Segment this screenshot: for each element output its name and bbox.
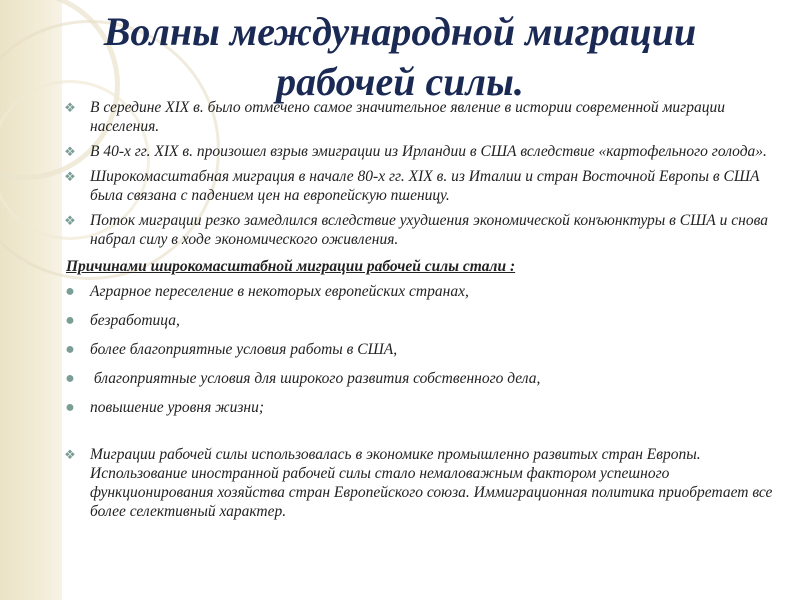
reason-text: повышение уровня жизни;: [90, 399, 264, 416]
dot-bullet-icon: ●: [65, 341, 75, 358]
slide-title-line-1: Волны международной миграции: [103, 9, 697, 54]
reason-item: [60, 398, 790, 417]
reason-text: благоприятные условия для широкого развития собственного дела,: [90, 370, 541, 387]
diamond-bullet-icon: ❖: [64, 144, 76, 159]
diamond-bullet-icon: ❖: [64, 213, 76, 228]
bullet-text: В 40-х гг. XIX в. произошел взрыв эмиграции из Ирландии в США вследствие «картофельного голода».: [90, 143, 767, 160]
bullet-item: [60, 142, 790, 161]
reason-item: [60, 311, 790, 330]
reasons-heading: Причинами широкомасштабной миграции рабочей силы стали :: [66, 258, 516, 275]
dot-bullet-icon: ●: [65, 399, 75, 416]
bullet-text: В середине XIX в. было отмечено самое значительное явление в истории современной миграции населения.: [90, 99, 725, 135]
reason-text: безработица,: [90, 312, 180, 329]
bullet-item: [60, 445, 790, 521]
reason-text: более благоприятные условия работы в США,: [90, 341, 398, 358]
bullet-item: [60, 98, 790, 136]
slide-title-line-2: рабочей силы.: [276, 59, 524, 104]
reason-text: Аграрное переселение в некоторых европейских странах,: [90, 283, 469, 300]
diamond-bullet-icon: ❖: [64, 447, 76, 462]
reason-item: [60, 282, 790, 301]
diamond-bullet-icon: ❖: [64, 100, 76, 115]
bullet-text: Широкомасштабная миграция в начале 80-х гг. XIX в. из Италии и стран Восточной Европы в США была связана с падением цен на европейскую пшеницу.: [90, 168, 760, 204]
dot-bullet-icon: ●: [65, 283, 75, 300]
dot-bullet-icon: ●: [65, 312, 75, 329]
bullet-item: [60, 167, 790, 205]
reason-item: [60, 369, 790, 388]
slide-content: [60, 98, 790, 521]
reason-item: [60, 340, 790, 359]
dot-bullet-icon: ●: [65, 370, 75, 387]
bullet-item: [60, 211, 790, 249]
diamond-bullet-icon: ❖: [64, 169, 76, 184]
bullet-text: Поток миграции резко замедлился вследствие ухудшения экономической конъюнктуры в США и снова набрал силу в ходе экономического оживления.: [90, 212, 768, 248]
bullet-text: Миграции рабочей силы использовалась в экономике промышленно развитых стран Европы. Использование иностранной рабочей силы стало немаловажным фактором успешного функционирования хозяйства стран Европейского союза. Иммиграционная политика приобретает все более селективный характер.: [90, 446, 773, 520]
